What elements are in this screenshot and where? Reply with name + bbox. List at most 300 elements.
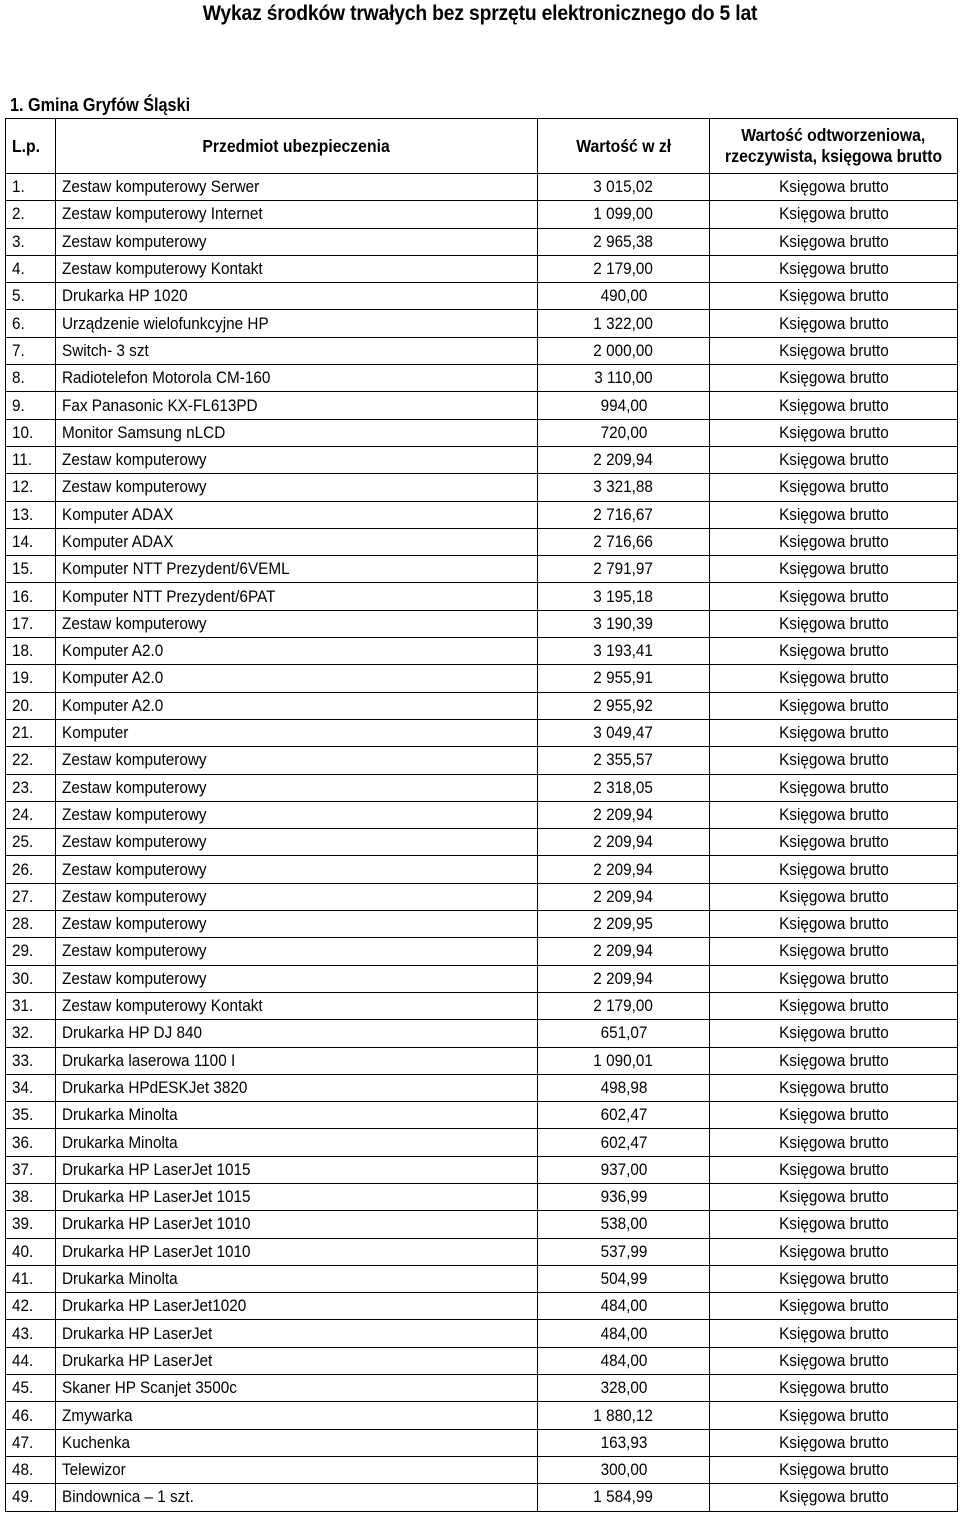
- row-value: 2 355,57: [593, 750, 654, 770]
- row-lp: 18.: [12, 641, 34, 661]
- section-heading: 1. Gmina Gryfów Śląski: [10, 95, 191, 115]
- row-lp-cell: [6, 419, 56, 446]
- row-value-cell: [538, 1102, 710, 1129]
- table-row: [6, 719, 958, 746]
- row-item: Komputer: [62, 723, 129, 743]
- row-item: Zestaw komputerowy: [62, 777, 207, 797]
- row-value-cell: [538, 174, 710, 201]
- row-lp: 43.: [12, 1323, 34, 1343]
- row-value-cell: [538, 1375, 710, 1402]
- row-value: 1 584,99: [593, 1487, 654, 1507]
- row-value-cell: [538, 1429, 710, 1456]
- row-item-cell: [56, 856, 538, 883]
- row-kind-cell: [710, 856, 958, 883]
- table-row: [6, 310, 958, 337]
- row-value: 936,99: [600, 1187, 647, 1207]
- row-value-cell: [538, 283, 710, 310]
- row-kind-cell: [710, 801, 958, 828]
- row-lp: 28.: [12, 914, 34, 934]
- row-lp-cell: [6, 1211, 56, 1238]
- row-item-cell: [56, 1456, 538, 1483]
- row-value: 498,98: [600, 1077, 647, 1097]
- row-lp-cell: [6, 1320, 56, 1347]
- row-lp: 17.: [12, 613, 34, 633]
- table-row: [6, 1265, 958, 1292]
- row-kind-cell: [710, 174, 958, 201]
- row-lp: 32.: [12, 1023, 34, 1043]
- row-lp-cell: [6, 1020, 56, 1047]
- table-row: [6, 1074, 958, 1101]
- row-lp-cell: [6, 474, 56, 501]
- row-value: 994,00: [600, 395, 647, 415]
- row-item-cell: [56, 1074, 538, 1101]
- table-row: [6, 174, 958, 201]
- row-item: Zestaw komputerowy: [62, 804, 207, 824]
- table-row: [6, 474, 958, 501]
- row-value-cell: [538, 692, 710, 719]
- row-kind-cell: [710, 419, 958, 446]
- row-value: 163,93: [600, 1432, 647, 1452]
- row-lp-cell: [6, 337, 56, 364]
- row-value-cell: [538, 201, 710, 228]
- table-row: [6, 829, 958, 856]
- row-lp: 38.: [12, 1187, 34, 1207]
- row-item: Drukarka Minolta: [62, 1132, 178, 1152]
- row-value-cell: [538, 829, 710, 856]
- row-value: 2 209,94: [593, 450, 654, 470]
- row-kind: Księgowa brutto: [778, 1269, 889, 1289]
- row-kind-cell: [710, 1456, 958, 1483]
- row-item: Zestaw komputerowy Serwer: [62, 177, 260, 197]
- row-value: 2 209,94: [593, 968, 654, 988]
- table-row: [6, 1347, 958, 1374]
- row-lp: 12.: [12, 477, 34, 497]
- row-item-cell: [56, 692, 538, 719]
- table-header-row: [6, 119, 958, 174]
- row-item-cell: [56, 556, 538, 583]
- row-kind: Księgowa brutto: [778, 914, 889, 934]
- row-lp: 25.: [12, 832, 34, 852]
- row-lp: 36.: [12, 1132, 34, 1152]
- row-lp: 2.: [12, 204, 25, 224]
- row-kind-cell: [710, 1375, 958, 1402]
- row-kind-cell: [710, 1429, 958, 1456]
- row-kind-cell: [710, 1102, 958, 1129]
- row-kind: Księgowa brutto: [778, 177, 889, 197]
- row-item: Zestaw komputerowy Kontakt: [62, 996, 263, 1016]
- row-kind: Księgowa brutto: [778, 450, 889, 470]
- row-item: Drukarka HP LaserJet 1015: [62, 1159, 251, 1179]
- table-row: [6, 201, 958, 228]
- row-item: Drukarka HP LaserJet 1010: [62, 1214, 251, 1234]
- row-lp: 10.: [12, 422, 34, 442]
- table-row: [6, 1047, 958, 1074]
- row-value-cell: [538, 365, 710, 392]
- row-kind-cell: [710, 1265, 958, 1292]
- row-lp: 49.: [12, 1487, 34, 1507]
- row-kind-cell: [710, 1347, 958, 1374]
- row-kind-cell: [710, 1484, 958, 1511]
- row-kind: Księgowa brutto: [778, 941, 889, 961]
- row-lp-cell: [6, 719, 56, 746]
- row-lp: 5.: [12, 286, 25, 306]
- row-value: 2 209,94: [593, 886, 654, 906]
- row-item-cell: [56, 747, 538, 774]
- row-item: Zestaw komputerowy: [62, 613, 207, 633]
- table-row: [6, 583, 958, 610]
- row-lp-cell: [6, 965, 56, 992]
- row-lp-cell: [6, 1402, 56, 1429]
- row-kind: Księgowa brutto: [778, 1214, 889, 1234]
- row-item: Bindownica – 1 szt.: [62, 1487, 194, 1507]
- row-item: Komputer ADAX: [62, 532, 174, 551]
- row-item: Komputer NTT Prezydent/6PAT: [62, 586, 276, 606]
- row-lp-cell: [6, 446, 56, 473]
- row-lp-cell: [6, 883, 56, 910]
- row-value-cell: [538, 446, 710, 473]
- row-value-cell: [538, 638, 710, 665]
- table-row: [6, 938, 958, 965]
- row-value-cell: [538, 1047, 710, 1074]
- row-lp-cell: [6, 856, 56, 883]
- row-kind-cell: [710, 365, 958, 392]
- table-row: [6, 1402, 958, 1429]
- row-item-cell: [56, 1265, 538, 1292]
- row-lp-cell: [6, 692, 56, 719]
- row-item-cell: [56, 1129, 538, 1156]
- row-kind: Księgowa brutto: [778, 204, 889, 224]
- row-kind-cell: [710, 310, 958, 337]
- row-value-cell: [538, 556, 710, 583]
- row-item-cell: [56, 992, 538, 1019]
- row-lp: 9.: [12, 395, 25, 415]
- row-lp-cell: [6, 801, 56, 828]
- row-value: 602,47: [600, 1132, 647, 1152]
- row-kind: Księgowa brutto: [778, 1050, 889, 1070]
- header-lp: L.p.: [12, 135, 40, 156]
- row-item-cell: [56, 801, 538, 828]
- row-item-cell: [56, 1402, 538, 1429]
- row-value-cell: [538, 747, 710, 774]
- row-item-cell: [56, 1238, 538, 1265]
- row-value-cell: [538, 1020, 710, 1047]
- row-value: 3 110,00: [594, 368, 653, 388]
- row-value-cell: [538, 1211, 710, 1238]
- row-lp-cell: [6, 365, 56, 392]
- row-value-cell: [538, 501, 710, 528]
- row-value-cell: [538, 883, 710, 910]
- table-row: [6, 1429, 958, 1456]
- row-value-cell: [538, 1347, 710, 1374]
- row-item: Zestaw komputerowy: [62, 450, 207, 470]
- row-value-cell: [538, 337, 710, 364]
- row-value: 484,00: [600, 1296, 647, 1316]
- row-kind-cell: [710, 719, 958, 746]
- table-row: [6, 446, 958, 473]
- row-item-cell: [56, 610, 538, 637]
- row-item: Skaner HP Scanjet 3500c: [62, 1378, 237, 1398]
- row-kind: Księgowa brutto: [778, 395, 889, 415]
- row-item-cell: [56, 719, 538, 746]
- row-item-cell: [56, 1320, 538, 1347]
- row-value-cell: [538, 528, 710, 555]
- row-item: Drukarka Minolta: [62, 1269, 178, 1289]
- row-kind: Księgowa brutto: [778, 777, 889, 797]
- row-lp: 1.: [12, 177, 25, 197]
- row-kind-cell: [710, 1211, 958, 1238]
- row-kind-cell: [710, 1183, 958, 1210]
- row-item: Zestaw komputerowy: [62, 914, 207, 934]
- row-kind-cell: [710, 829, 958, 856]
- row-lp-cell: [6, 501, 56, 528]
- table-row: [6, 992, 958, 1019]
- row-kind-cell: [710, 228, 958, 255]
- row-kind: Księgowa brutto: [778, 368, 889, 388]
- row-item: Drukarka HP LaserJet: [62, 1350, 213, 1370]
- row-kind: Księgowa brutto: [778, 804, 889, 824]
- row-lp: 30.: [12, 968, 34, 988]
- table-row: [6, 801, 958, 828]
- row-value: 484,00: [600, 1350, 647, 1370]
- row-lp-cell: [6, 556, 56, 583]
- row-kind: Księgowa brutto: [778, 750, 889, 770]
- row-value-cell: [538, 1074, 710, 1101]
- row-kind: Księgowa brutto: [778, 477, 889, 497]
- row-value-cell: [538, 419, 710, 446]
- row-value-cell: [538, 1129, 710, 1156]
- row-value: 2 716,66: [593, 532, 654, 551]
- row-item-cell: [56, 228, 538, 255]
- row-item-cell: [56, 938, 538, 965]
- row-kind: Księgowa brutto: [778, 668, 889, 688]
- row-value: 2 179,00: [593, 996, 654, 1016]
- table-row: [6, 883, 958, 910]
- header-kind-line1: Wartość odtworzeniowa,: [741, 125, 926, 145]
- assets-table-body: [6, 119, 958, 1512]
- table-row: [6, 774, 958, 801]
- row-value-cell: [538, 1156, 710, 1183]
- row-lp: 24.: [12, 804, 34, 824]
- row-value: 937,00: [600, 1159, 647, 1179]
- row-lp-cell: [6, 1183, 56, 1210]
- row-lp: 7.: [12, 340, 25, 360]
- assets-table: [5, 118, 958, 1512]
- row-kind: Księgowa brutto: [778, 1460, 889, 1480]
- row-kind-cell: [710, 528, 958, 555]
- row-kind-cell: [710, 1020, 958, 1047]
- row-value: 2 791,97: [593, 559, 654, 579]
- row-kind: Księgowa brutto: [778, 968, 889, 988]
- row-lp-cell: [6, 392, 56, 419]
- row-value: 2 179,00: [593, 259, 654, 279]
- row-kind: Księgowa brutto: [778, 695, 889, 715]
- table-row: [6, 638, 958, 665]
- row-item: Telewizor: [62, 1460, 126, 1480]
- row-kind: Księgowa brutto: [778, 1405, 889, 1425]
- row-value: 3 015,02: [593, 177, 654, 197]
- row-lp-cell: [6, 174, 56, 201]
- row-item: Komputer ADAX: [62, 504, 174, 524]
- row-item: Komputer A2.0: [62, 668, 164, 688]
- row-lp: 33.: [12, 1050, 34, 1070]
- row-value-cell: [538, 1265, 710, 1292]
- row-value: 490,00: [600, 286, 647, 306]
- row-lp: 6.: [12, 313, 25, 333]
- row-kind: Księgowa brutto: [778, 886, 889, 906]
- row-value-cell: [538, 392, 710, 419]
- table-row: [6, 911, 958, 938]
- row-lp: 41.: [12, 1269, 34, 1289]
- row-value: 651,07: [600, 1023, 647, 1043]
- row-lp: 26.: [12, 859, 34, 879]
- row-kind-cell: [710, 446, 958, 473]
- row-lp: 14.: [12, 532, 34, 551]
- row-kind: Księgowa brutto: [778, 613, 889, 633]
- row-lp: 20.: [12, 695, 34, 715]
- table-row: [6, 747, 958, 774]
- row-item: Komputer NTT Prezydent/6VEML: [62, 559, 290, 579]
- row-kind: Księgowa brutto: [778, 504, 889, 524]
- row-item: Drukarka HP LaserJet 1010: [62, 1241, 251, 1261]
- row-item-cell: [56, 255, 538, 282]
- row-lp-cell: [6, 1074, 56, 1101]
- row-value: 1 099,00: [593, 204, 654, 224]
- row-lp: 21.: [12, 723, 34, 743]
- row-lp-cell: [6, 228, 56, 255]
- row-lp-cell: [6, 310, 56, 337]
- row-value-cell: [538, 228, 710, 255]
- row-item-cell: [56, 201, 538, 228]
- row-lp: 16.: [12, 586, 34, 606]
- row-value-cell: [538, 1183, 710, 1210]
- row-lp-cell: [6, 1129, 56, 1156]
- header-item-cell: [56, 119, 538, 174]
- row-lp: 19.: [12, 668, 34, 688]
- row-kind: Księgowa brutto: [778, 1077, 889, 1097]
- table-row: [6, 556, 958, 583]
- row-value: 720,00: [600, 422, 647, 442]
- row-item: Monitor Samsung nLCD: [62, 422, 226, 442]
- table-row: [6, 501, 958, 528]
- row-value: 504,99: [600, 1269, 647, 1289]
- row-kind-cell: [710, 965, 958, 992]
- row-lp-cell: [6, 829, 56, 856]
- row-lp: 27.: [12, 886, 34, 906]
- row-item: Zestaw komputerowy: [62, 750, 207, 770]
- row-kind: Księgowa brutto: [778, 1323, 889, 1343]
- row-lp: 3.: [12, 231, 25, 251]
- row-kind: Księgowa brutto: [778, 259, 889, 279]
- table-row: [6, 965, 958, 992]
- row-item-cell: [56, 1429, 538, 1456]
- table-row: [6, 1020, 958, 1047]
- row-item-cell: [56, 1211, 538, 1238]
- row-lp-cell: [6, 992, 56, 1019]
- row-item: Kuchenka: [62, 1432, 131, 1452]
- row-item-cell: [56, 174, 538, 201]
- row-value: 1 090,01: [593, 1050, 654, 1070]
- row-item: Radiotelefon Motorola CM-160: [62, 368, 271, 388]
- row-kind: Księgowa brutto: [778, 1159, 889, 1179]
- table-row: [6, 528, 958, 555]
- row-kind-cell: [710, 392, 958, 419]
- row-item: Fax Panasonic KX-FL613PD: [62, 395, 258, 415]
- row-kind: Księgowa brutto: [778, 1432, 889, 1452]
- row-value: 3 321,88: [593, 477, 654, 497]
- row-value: 3 193,41: [593, 641, 654, 661]
- row-item-cell: [56, 310, 538, 337]
- row-item-cell: [56, 1156, 538, 1183]
- row-item-cell: [56, 446, 538, 473]
- table-row: [6, 1129, 958, 1156]
- row-item-cell: [56, 911, 538, 938]
- row-lp-cell: [6, 255, 56, 282]
- table-row: [6, 1183, 958, 1210]
- row-item-cell: [56, 1102, 538, 1129]
- table-row: [6, 1211, 958, 1238]
- header-value-cell: [538, 119, 710, 174]
- row-value-cell: [538, 1293, 710, 1320]
- table-row: [6, 255, 958, 282]
- row-lp: 23.: [12, 777, 34, 797]
- row-kind-cell: [710, 1074, 958, 1101]
- row-value: 2 209,94: [593, 832, 654, 852]
- row-value: 300,00: [600, 1460, 647, 1480]
- row-item: Komputer A2.0: [62, 641, 164, 661]
- row-item-cell: [56, 1484, 538, 1511]
- row-lp: 29.: [12, 941, 34, 961]
- row-kind-cell: [710, 337, 958, 364]
- row-value: 2 965,38: [593, 231, 654, 251]
- row-lp: 31.: [12, 996, 34, 1016]
- table-row: [6, 692, 958, 719]
- table-row: [6, 419, 958, 446]
- row-kind: Księgowa brutto: [778, 340, 889, 360]
- row-lp: 45.: [12, 1378, 34, 1398]
- header-lp-cell: [6, 119, 56, 174]
- table-row: [6, 1456, 958, 1483]
- row-value: 3 190,39: [593, 613, 654, 633]
- row-kind-cell: [710, 1293, 958, 1320]
- table-row: [6, 392, 958, 419]
- row-lp-cell: [6, 1375, 56, 1402]
- row-item: Drukarka laserowa 1100 I: [62, 1050, 236, 1070]
- row-lp-cell: [6, 1156, 56, 1183]
- row-value: 328,00: [600, 1378, 647, 1398]
- row-item-cell: [56, 365, 538, 392]
- row-lp-cell: [6, 1238, 56, 1265]
- row-kind: Księgowa brutto: [778, 586, 889, 606]
- row-lp: 22.: [12, 750, 34, 770]
- row-value: 602,47: [600, 1105, 647, 1125]
- row-lp-cell: [6, 528, 56, 555]
- row-kind: Księgowa brutto: [778, 996, 889, 1016]
- row-lp-cell: [6, 665, 56, 692]
- table-row: [6, 283, 958, 310]
- row-value-cell: [538, 1238, 710, 1265]
- row-lp: 4.: [12, 259, 25, 279]
- row-kind: Księgowa brutto: [778, 1350, 889, 1370]
- row-value-cell: [538, 1320, 710, 1347]
- row-value: 3 049,47: [593, 723, 654, 743]
- row-lp: 48.: [12, 1460, 34, 1480]
- row-kind-cell: [710, 774, 958, 801]
- row-kind-cell: [710, 474, 958, 501]
- row-kind: Księgowa brutto: [778, 1187, 889, 1207]
- row-item-cell: [56, 1020, 538, 1047]
- row-kind: Księgowa brutto: [778, 1487, 889, 1507]
- row-value: 1 322,00: [593, 313, 654, 333]
